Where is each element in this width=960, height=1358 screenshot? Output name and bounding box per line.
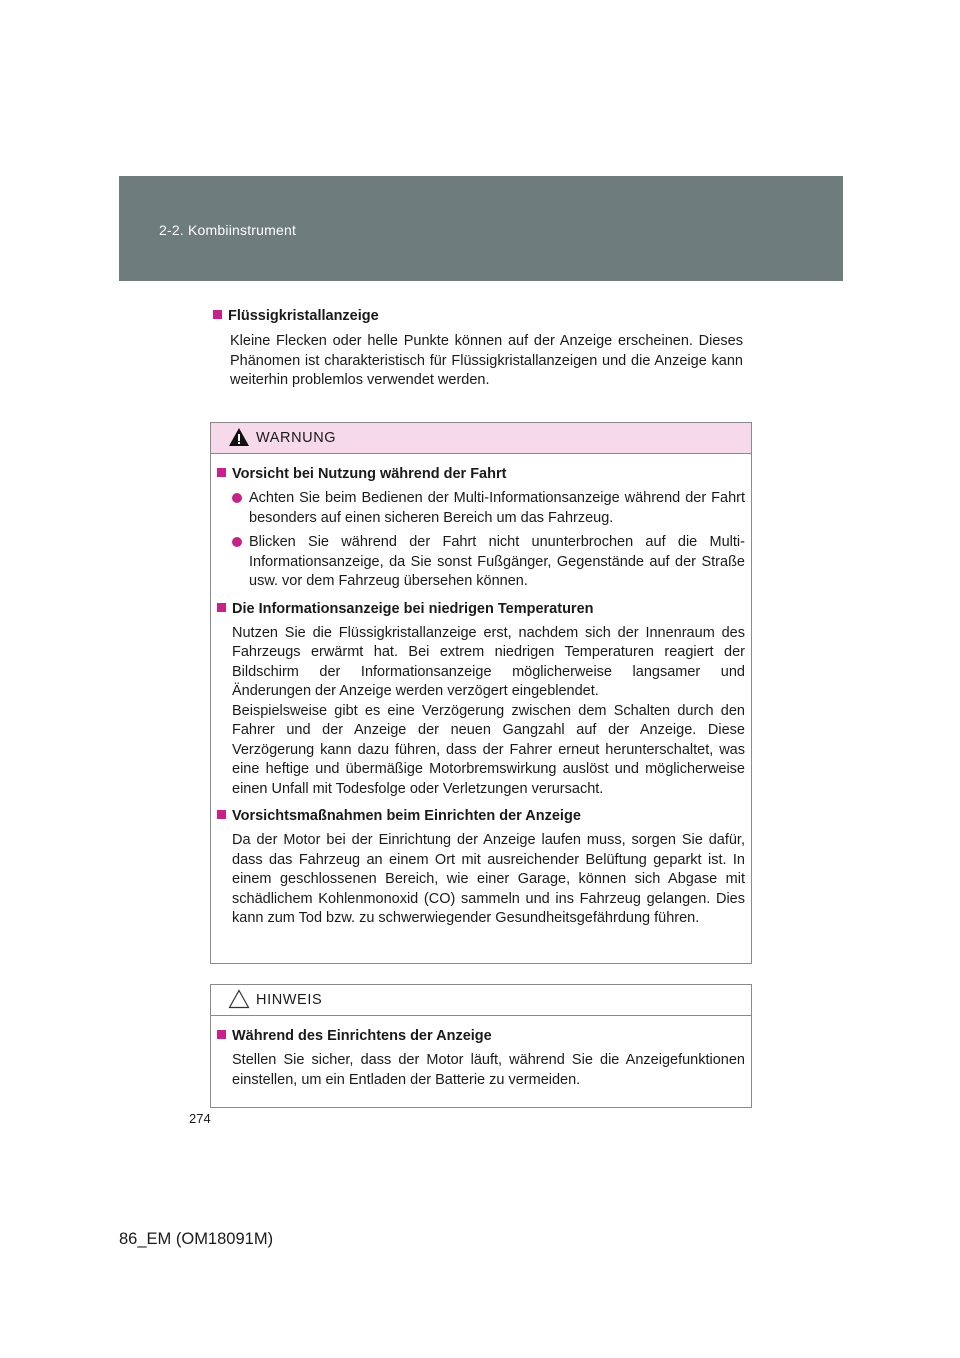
warning-item-text: Da der Motor bei der Einrichtung der Anzeige laufen muss, sorgen Sie dafür, dass das Fahrzeug an einem Ort mit ausreichender Belüftung geparkt ist. In einem geschlossenen Bereich, wie einer Garage, können sich Abgase mit schädlichem Kohlenmonoxid (CO) sammeln und ins Fahrzeug gelangen. Dies kann zum Tod bzw. zu schwerwiegender Gesundheitsgefährdung führen. xyxy=(232,832,745,926)
warning-header xyxy=(211,423,751,454)
section-title: 2-2. Kombiinstrument xyxy=(159,222,297,238)
notice-item xyxy=(217,1026,745,1090)
square-bullet-icon xyxy=(217,603,226,612)
notice-item-text: Stellen Sie sicher, dass der Motor läuft, während Sie die Anzeigefunktionen einstellen, um ein Entladen der Batterie zu vermeiden. xyxy=(232,1052,745,1088)
notice-triangle-icon xyxy=(228,989,250,1009)
warning-bullet: Blicken Sie während der Fahrt nicht ununterbrochen auf die Multi-Informationsanzeige, da Sie sonst Fußgänger, Gegenstände auf der Straße usw. vor dem Fahrzeug übersehen können. xyxy=(217,533,745,592)
lcd-info-block xyxy=(213,306,743,391)
square-bullet-icon xyxy=(217,810,226,819)
page-number: 274 xyxy=(189,1111,211,1126)
dot-bullet-icon xyxy=(232,493,242,503)
warning-item-text: Nutzen Sie die Flüssigkristallanzeige erst, nachdem sich der Innenraum des Fahrzeugs erwärmt hat. Bei extrem niedrigen Temperaturen reagiert der Bildschirm der Informationsanzeige möglicherweise langsamer und Änderungen der Anzeige werden verzögert eingeblendet. xyxy=(232,624,745,699)
dot-bullet-icon xyxy=(232,537,242,547)
warning-item-setup xyxy=(217,806,745,929)
warning-item-low-temperature xyxy=(217,599,745,800)
square-bullet-icon xyxy=(213,310,222,319)
square-bullet-icon xyxy=(217,468,226,477)
warning-title: WARNUNG xyxy=(256,430,337,446)
warning-triangle-icon xyxy=(228,427,250,447)
warning-bullet: Achten Sie beim Bedienen der Multi-Informationsanzeige während der Fahrt besonders auf einen sicheren Bereich um das Fahrzeug. xyxy=(217,489,745,528)
warning-item-text: Beispielsweise gibt es eine Verzögerung zwischen dem Schalten durch den Fahrer und der Anzeige der neuen Gangzahl auf der Anzeige. Diese Verzögerung kann dazu führen, dass der Fahrer erneut herunterschaltet, was eine heftige und übermäßige Motorbremswirkung auslöst und möglicherweise einen Unfall mit Todesfolge oder Verletzungen verursacht. xyxy=(232,702,745,797)
warning-item-driving xyxy=(217,464,745,592)
notice-box xyxy=(210,984,752,1108)
document-code: 86_EM (OM18091M) xyxy=(119,1230,274,1248)
section-header-band xyxy=(119,176,843,281)
warning-item-heading: Die Informationsanzeige bei niedrigen Temperaturen xyxy=(232,600,594,617)
notice-header xyxy=(211,985,751,1016)
warning-box xyxy=(210,422,752,964)
lcd-info-text: Kleine Flecken oder helle Punkte können auf der Anzeige erscheinen. Dieses Phänomen ist charakteristisch für Flüssigkristallanzeigen und die Anzeige kann weiterhin problemlos verwendet werden. xyxy=(230,333,743,388)
notice-title: HINWEIS xyxy=(256,992,323,1008)
warning-item-heading: Vorsicht bei Nutzung während der Fahrt xyxy=(232,466,507,482)
warning-item-heading: Vorsichtsmaßnahmen beim Einrichten der Anzeige xyxy=(232,808,581,824)
notice-body xyxy=(211,1016,751,1109)
square-bullet-icon xyxy=(217,1030,226,1039)
warning-body xyxy=(211,454,751,948)
lcd-info-heading: Flüssigkristallanzeige xyxy=(213,306,743,326)
notice-item-heading: Während des Einrichtens der Anzeige xyxy=(232,1028,492,1044)
